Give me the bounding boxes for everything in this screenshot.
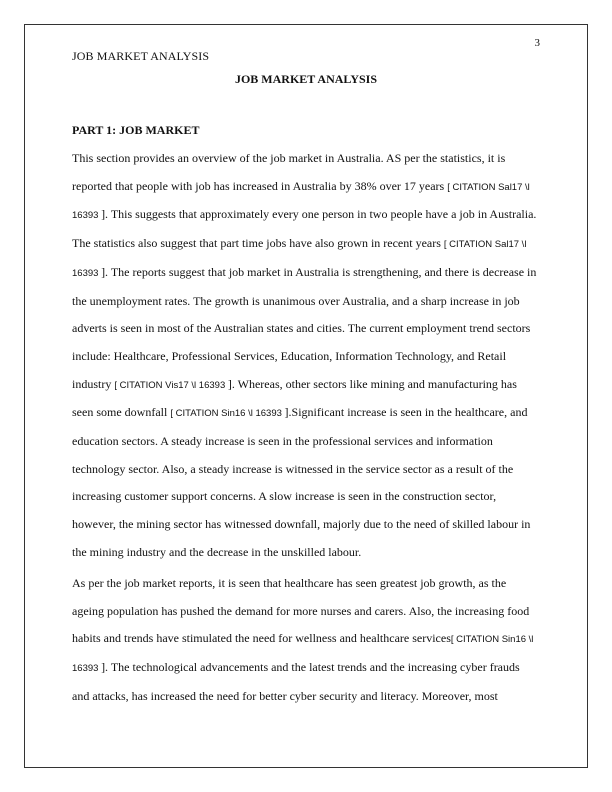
- text-run: This section provides an overview of the job market in Australia. AS per the statistics, it is: [72, 151, 506, 165]
- text-run: include: Healthcare, Professional Services, Education, Information Technology, and Retail: [72, 348, 507, 363]
- text-line: [72, 428, 542, 456]
- text-line: [72, 343, 542, 371]
- text-run: however, the mining sector has witnessed downfall, majorly due to the need of skilled labour in: [72, 517, 531, 532]
- citation-field: 16393: [72, 663, 102, 675]
- text-line: [72, 230, 542, 259]
- citation-field: [ CITATION Sin16 \l 16393: [170, 408, 285, 420]
- text-run: ageing population has pushed the demand for more nurses and carers. Also, the increasing food: [72, 603, 530, 618]
- text-line: [72, 625, 542, 654]
- text-line: [72, 259, 542, 288]
- text-run: reported that people with job has increased in Australia by 38% over 17 years: [72, 178, 448, 193]
- text-run: industry: [72, 376, 115, 391]
- citation-field: 16393: [72, 210, 102, 222]
- text-line: [72, 371, 542, 400]
- text-run: seen some downfall: [72, 405, 171, 420]
- paragraph-1: [72, 145, 542, 567]
- text-run: ]. The technological advancements and the latest trends and the increasing cyber frauds: [101, 660, 520, 675]
- text-line: [72, 511, 542, 539]
- text-run: technology sector. Also, a steady increase is witnessed in the service sector as a result of the: [72, 461, 514, 476]
- text-line: [72, 683, 542, 711]
- text-run: increasing customer support concerns. A slow increase is seen in the construction sector,: [72, 489, 497, 504]
- text-run: the unemployment rates. The growth is unanimous over Australia, and a sharp increase in job: [72, 293, 520, 308]
- text-run: adverts is seen in most of the Australian states and cities. The current employment trend sectors: [72, 321, 531, 336]
- citation-field: [ CITATION Sin16 \l: [450, 634, 534, 646]
- text-run: ].Significant increase is seen in the healthcare, and: [284, 405, 528, 420]
- text-line: [72, 483, 542, 511]
- text-run: the mining industry and the decrease in the unskilled labour.: [72, 544, 362, 559]
- page-number: 3: [534, 37, 540, 49]
- text-line: [72, 456, 542, 484]
- citation-field: [ CITATION Sal17 \l: [447, 181, 530, 193]
- section-heading: PART 1: JOB MARKET: [72, 123, 200, 137]
- text-run: education sectors. A steady increase is seen in the professional services and information: [72, 434, 493, 449]
- text-line: [72, 315, 542, 343]
- text-line: [72, 145, 542, 173]
- citation-field: [ CITATION Vis17 \l 16393: [114, 379, 228, 391]
- text-line: [72, 654, 542, 683]
- text-line: [72, 173, 542, 202]
- paragraph-2: [72, 570, 542, 711]
- text-line: [72, 201, 542, 230]
- text-run: ]. Whereas, other sectors like mining and manufacturing has: [227, 376, 517, 391]
- text-line: [72, 288, 542, 316]
- page-title: JOB MARKET ANALYSIS: [234, 72, 378, 86]
- text-run: habits and trends have stimulated the need for wellness and healthcare services: [72, 631, 451, 646]
- text-line: [72, 598, 542, 626]
- text-run: The statistics also suggest that part time jobs have also grown in recent years: [72, 236, 444, 251]
- text-run: ]. The reports suggest that job market in Australia is strengthening, and there is decrease in: [101, 264, 537, 279]
- text-run: ]. This suggests that approximately every one person in two people have a job in Australia.: [101, 207, 537, 222]
- citation-field: [ CITATION Sal17 \l: [443, 239, 527, 251]
- running-head: JOB MARKET ANALYSIS: [72, 49, 210, 63]
- citation-field: 16393: [72, 267, 102, 279]
- text-line: [72, 570, 542, 598]
- text-line: [72, 539, 542, 567]
- text-run: As per the job market reports, it is seen that healthcare has seen greatest job growth, as the: [72, 576, 507, 590]
- text-run: and attacks, has increased the need for better cyber security and literacy. Moreover, most: [72, 688, 498, 703]
- text-line: [72, 399, 542, 428]
